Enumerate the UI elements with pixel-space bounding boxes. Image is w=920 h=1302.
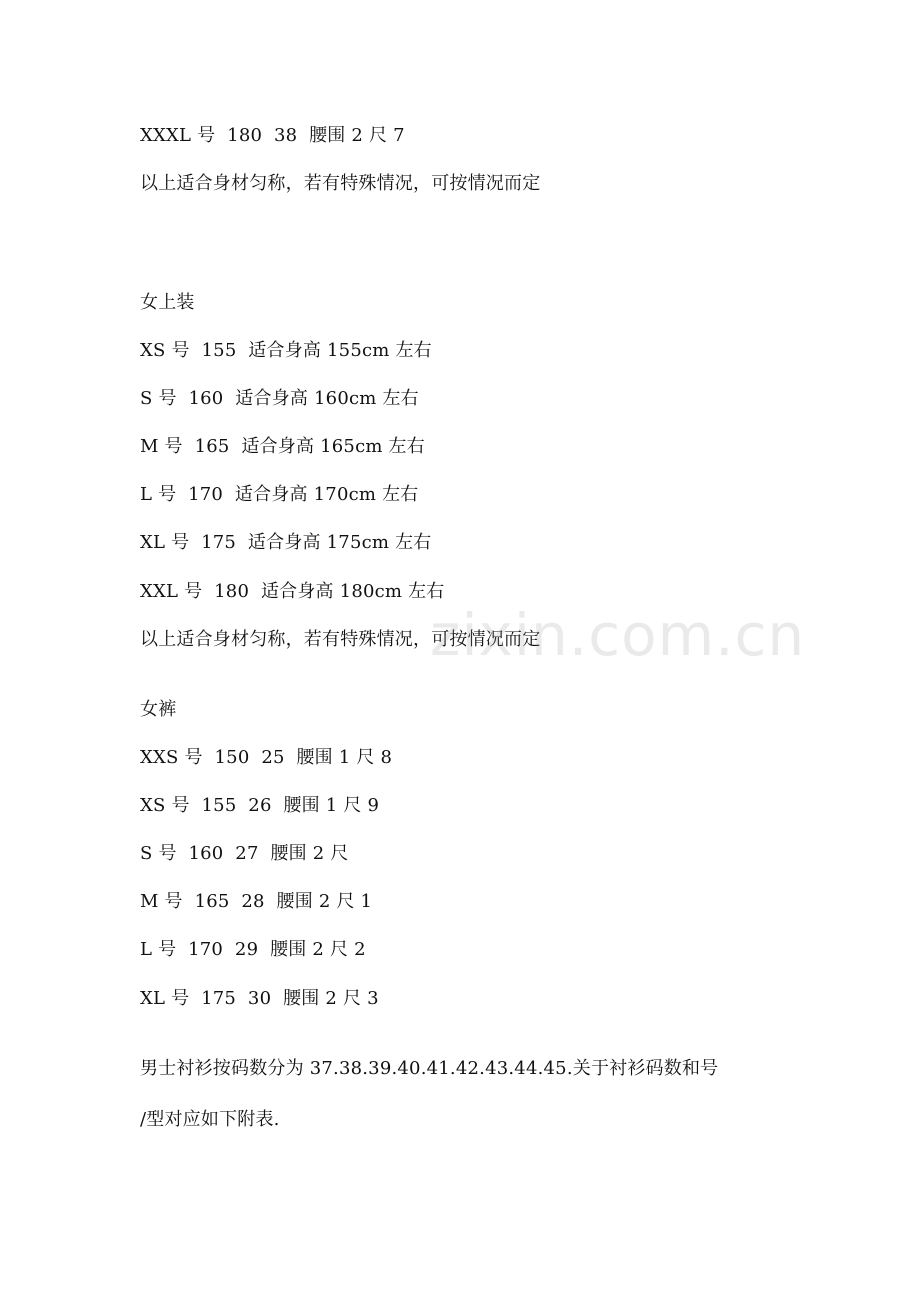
- women-tops-row: XS 号 155 适合身高 155cm 左右: [140, 340, 432, 361]
- women-tops-row: S 号 160 适合身高 160cm 左右: [140, 388, 419, 409]
- fit-note: 以上适合身材匀称，若有特殊情况，可按情况而定: [140, 629, 541, 650]
- shirt-size-paragraph-line: 男士衬衫按码数分为 37.38.39.40.41.42.43.44.45.关于衬衫码数和号: [140, 1058, 719, 1079]
- women-tops-row: L 号 170 适合身高 170cm 左右: [140, 484, 419, 505]
- section-heading-women-tops: 女上装: [140, 292, 195, 313]
- women-pants-row: XXS 号 150 25 腰围 1 尺 8: [140, 747, 393, 768]
- women-pants-row: XS 号 155 26 腰围 1 尺 9: [140, 795, 380, 816]
- women-pants-row: L 号 170 29 腰围 2 尺 2: [140, 939, 366, 960]
- fit-note: 以上适合身材匀称，若有特殊情况，可按情况而定: [140, 173, 541, 194]
- site-watermark: zixin.com.cn: [430, 601, 806, 669]
- size-line-xxxl: XXXL 号 180 38 腰围 2 尺 7: [140, 125, 405, 146]
- women-pants-row: M 号 165 28 腰围 2 尺 1: [140, 891, 373, 912]
- women-pants-row: S 号 160 27 腰围 2 尺: [140, 843, 349, 864]
- women-tops-row: XXL 号 180 适合身高 180cm 左右: [140, 581, 445, 602]
- shirt-size-paragraph-line: /型对应如下附表.: [140, 1109, 280, 1130]
- women-tops-row: XL 号 175 适合身高 175cm 左右: [140, 532, 432, 553]
- women-pants-row: XL 号 175 30 腰围 2 尺 3: [140, 988, 379, 1009]
- women-tops-row: M 号 165 适合身高 165cm 左右: [140, 436, 425, 457]
- section-heading-women-pants: 女裤: [140, 699, 177, 720]
